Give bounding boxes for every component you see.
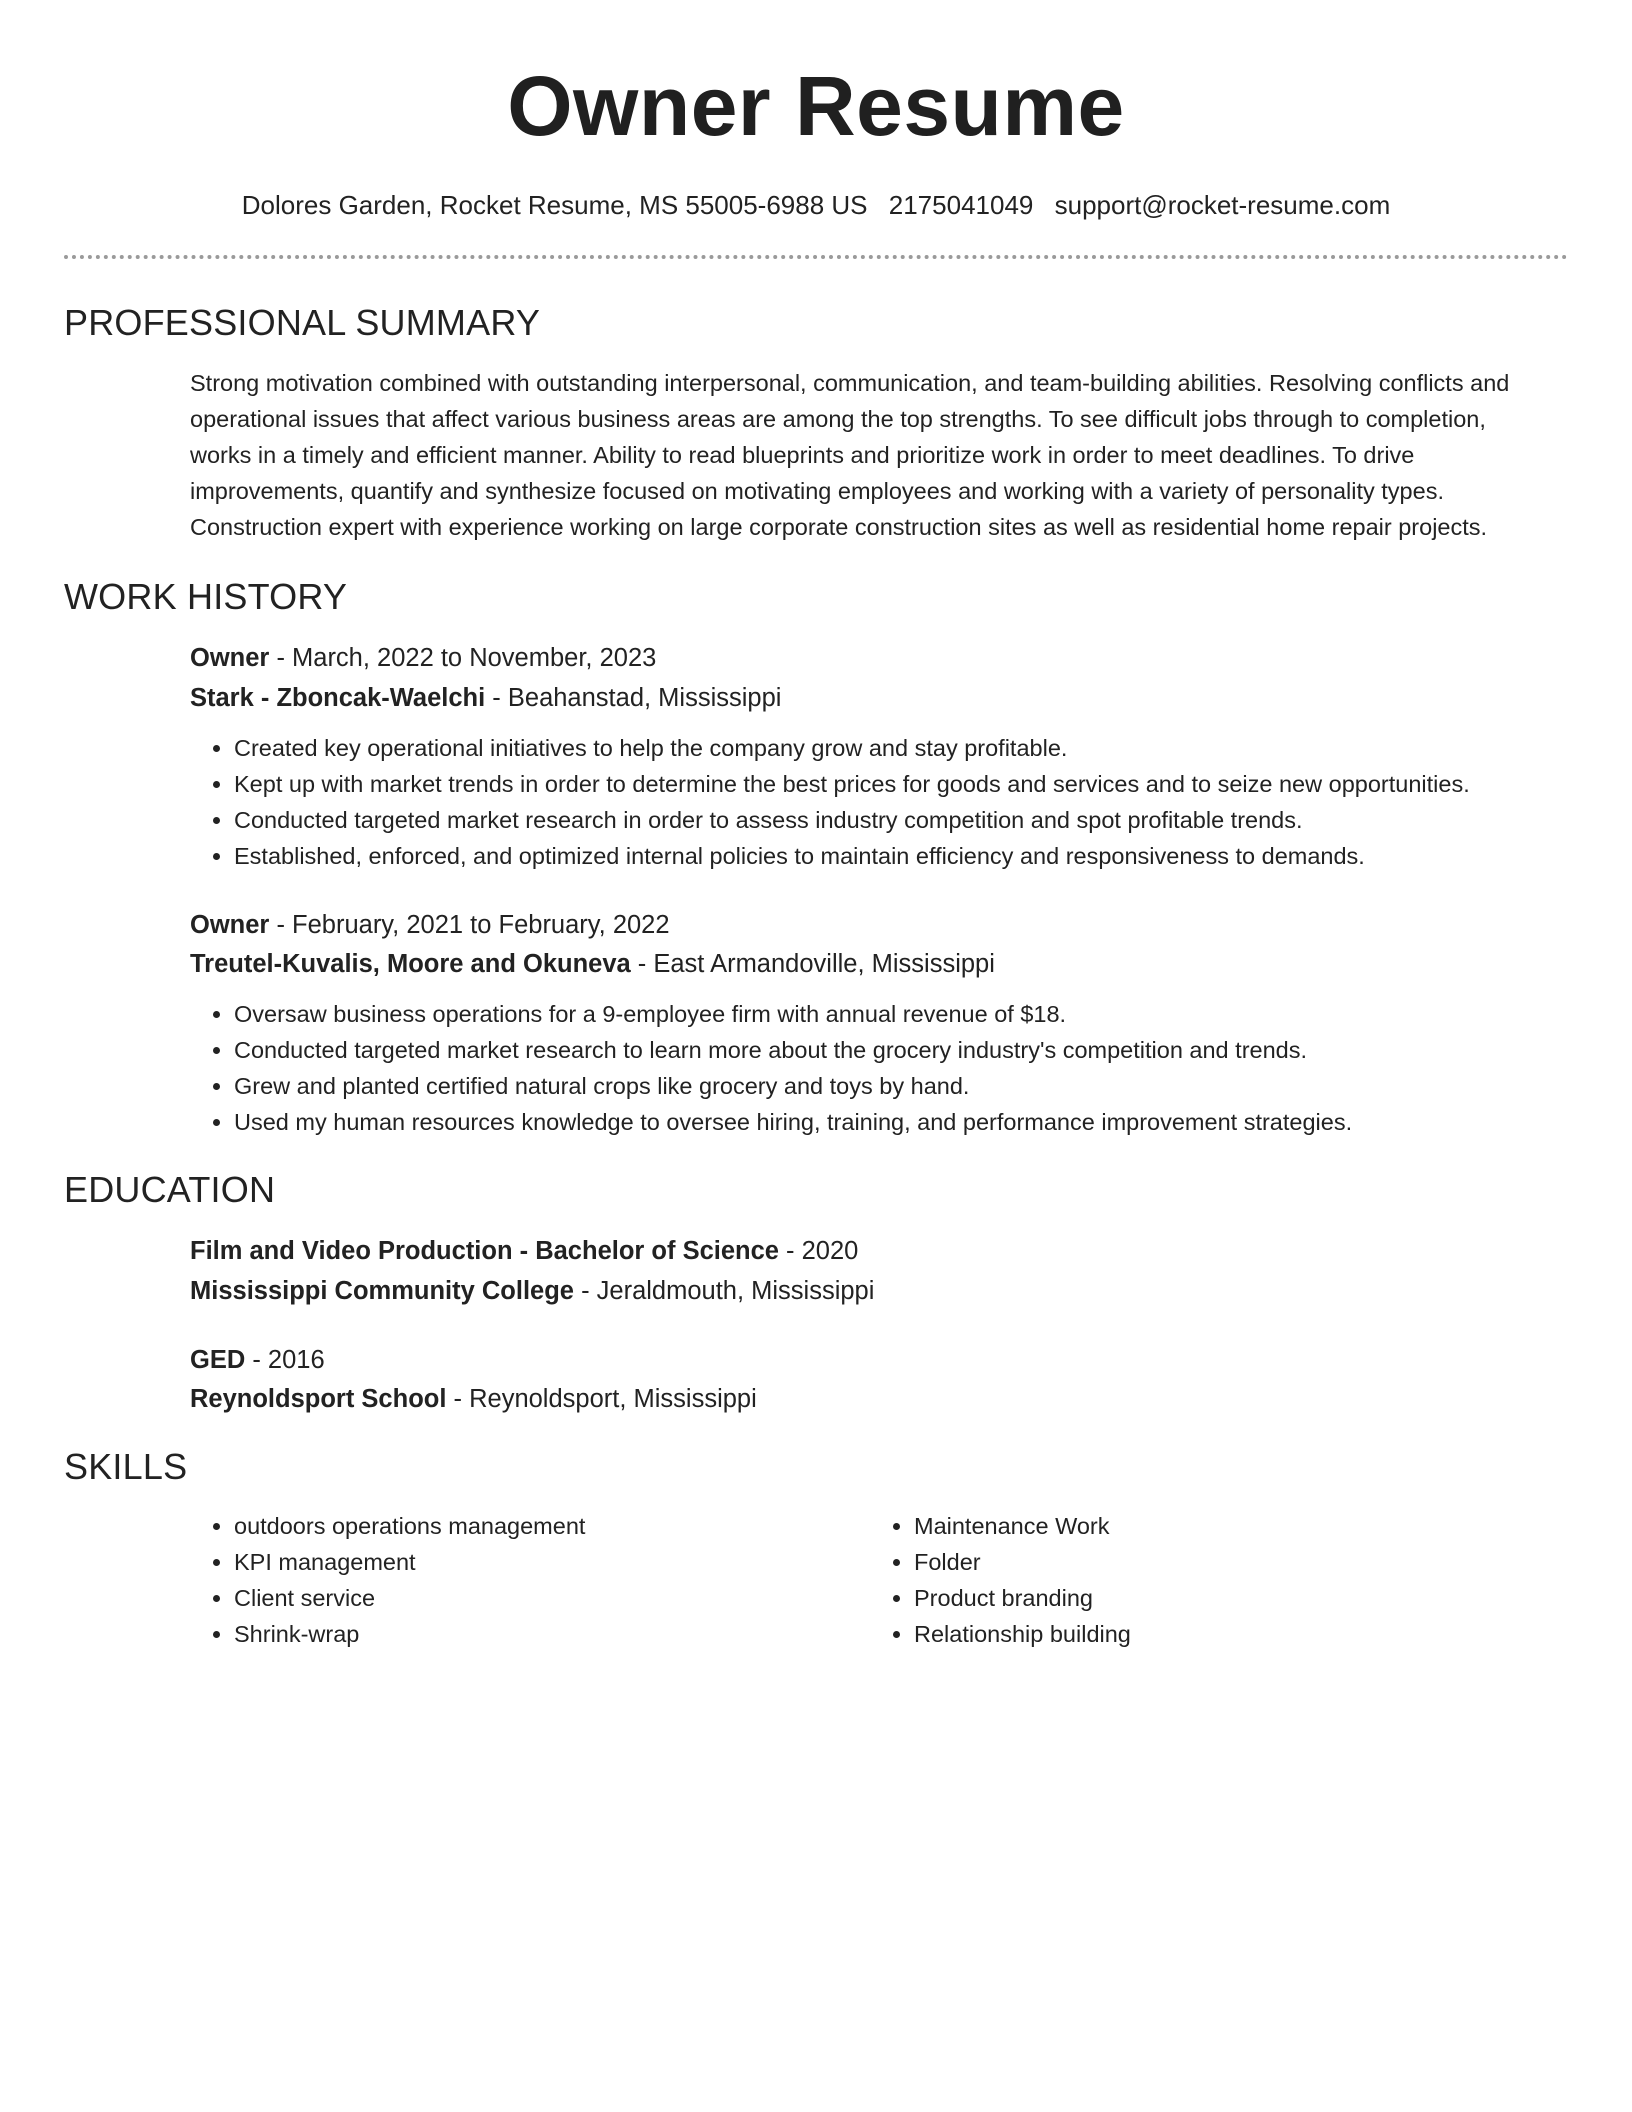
skills-list [64,1508,1568,1652]
job-title: Owner [190,644,270,673]
skill-item: • KPI management [234,1544,870,1580]
skill-item: • Folder [914,1544,1550,1580]
education-entry [64,1236,1568,1306]
summary-section [64,365,1568,545]
job-company: Treutel-Kuvalis, Moore and Okuneva [190,950,631,979]
skills-column-left [190,1508,870,1652]
job-bullet: • Used my human resources knowledge to oversee hiring, training, and performance improvement strategies. [234,1104,1568,1140]
job-title-line [190,910,1568,941]
education-heading: EDUCATION [64,1168,276,1210]
header-divider [64,255,1568,259]
job-bullet: • Conducted targeted market research to learn more about the grocery industry's competition and trends. [234,1032,1568,1068]
work-history-heading: WORK HISTORY [64,575,348,617]
skills-bullets [190,1508,870,1652]
job-entry [64,643,1568,873]
school-location: - Reynoldsport, Mississippi [446,1385,757,1414]
school-name: Mississippi Community College [190,1276,574,1305]
school-location: - Jeraldmouth, Mississippi [573,1276,875,1305]
job-bullet: • Kept up with market trends in order to determine the best prices for goods and services and to seize new opportunities. [234,766,1568,802]
job-dates: - February, 2021 to February, 2022 [269,910,670,939]
skill-item: • Maintenance Work [914,1508,1550,1544]
summary-heading: PROFESSIONAL SUMMARY [64,302,541,344]
job-location: - Beahanstad, Mississippi [485,683,782,712]
skill-item: • Product branding [914,1580,1550,1616]
job-bullet: • Created key operational initiatives to help the company grow and stay profitable. [234,730,1568,766]
skill-item: • Client service [234,1580,870,1616]
degree-line [190,1345,1568,1376]
contact-phone: 2175041049 [888,190,1034,220]
skill-item: • outdoors operations management [234,1508,870,1544]
skills-heading: SKILLS [64,1445,188,1487]
job-company-line [190,683,1568,714]
school-name: Reynoldsport School [190,1385,447,1414]
job-bullet: • Oversaw business operations for a 9-employee firm with annual revenue of $18. [234,996,1568,1032]
job-location: - East Armandoville, Mississippi [630,950,995,979]
summary-text: Strong motivation combined with outstanding interpersonal, communication, and team-building abilities. Resolving conflicts and operational issues that affect various business areas are among the top strengths. To see difficult jobs through to completion, works in a timely and efficient manner. Ability to read blueprints and prioritize work in order to meet deadlines. To drive improvements, quantify and synthesize focused on motivating employees and working with a variety of personality types. Construction expert with experience working on large corporate construction sites as well as residential home repair projects. [190,369,1510,540]
degree-line [190,1236,1568,1267]
job-company: Stark - Zboncak-Waelchi [190,683,486,712]
job-bullet: • Established, enforced, and optimized internal policies to maintain efficiency and responsiveness to demands. [234,838,1568,874]
school-line [190,1276,1568,1307]
job-bullets [190,996,1568,1140]
degree-year: - 2020 [778,1237,859,1266]
resume-title: Owner Resume [507,59,1125,153]
education-entry [64,1345,1568,1415]
school-line [190,1384,1568,1415]
job-entry [64,910,1568,1140]
contact-line [64,190,1568,221]
job-bullet: • Conducted targeted market research in order to assess industry competition and spot profitable trends. [234,802,1568,838]
degree-name: Film and Video Production - Bachelor of Science [190,1237,779,1266]
job-title-line [190,643,1568,674]
job-title: Owner [190,910,270,939]
skill-item: • Relationship building [914,1616,1550,1652]
skills-bullets [870,1508,1550,1652]
job-dates: - March, 2022 to November, 2023 [269,644,657,673]
skills-column-right [870,1508,1550,1652]
contact-email: support@rocket-resume.com [1054,190,1391,220]
job-bullets [190,730,1568,874]
degree-name: GED [190,1345,246,1374]
contact-address: Dolores Garden, Rocket Resume, MS 55005-6988 US [241,190,868,220]
degree-year: - 2016 [245,1345,325,1374]
skill-item: • Shrink-wrap [234,1616,870,1652]
job-bullet: • Grew and planted certified natural crops like grocery and toys by hand. [234,1068,1568,1104]
job-company-line [190,949,1568,980]
